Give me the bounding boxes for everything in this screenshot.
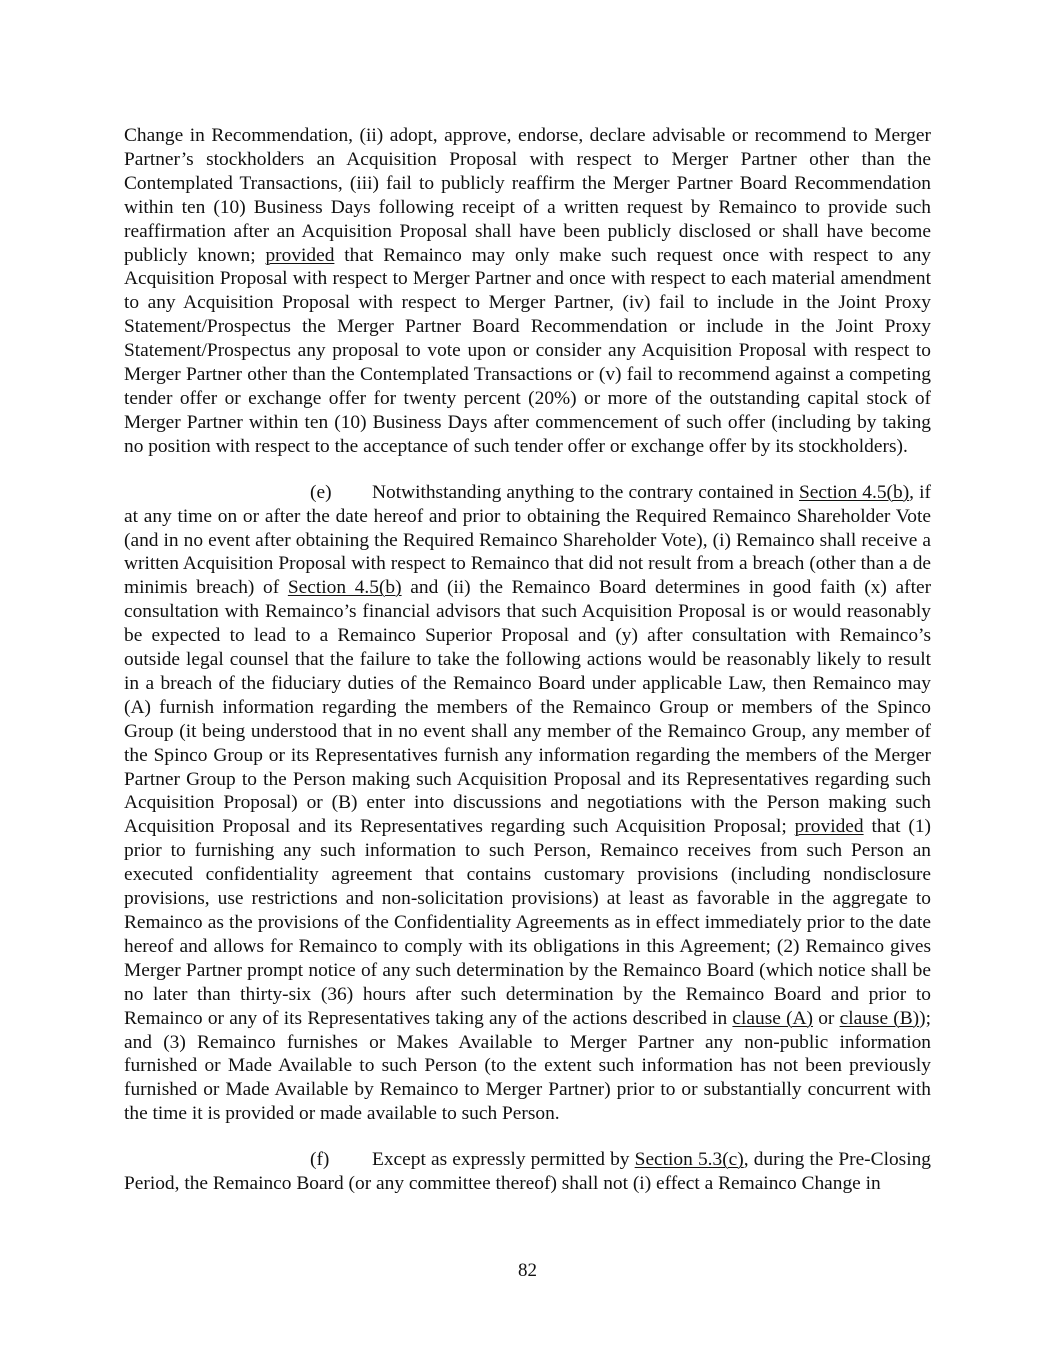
text-run: Notwithstanding anything to the contrary contained in: [372, 481, 799, 503]
clause-reference: clause (B): [839, 1007, 920, 1029]
text-run: Except as expressly permitted by: [372, 1149, 635, 1171]
text-run: that (1) prior to furnishing any such information to such Person, Remainco receives from such Person an executed confidentiality agreement that contains customary provisions (including nondisclosure provisions, use restrictions and non-solicitation provisions) at least as favorable in the aggregate to Remainco as the provisions of the Confidentiality Agreements as in effect immediately prior to the date hereof and allows for Remainco to comply with its obligations in this Agreement; (2) Remainco gives Merger Partner prompt notice of any such determination by the Remainco Board (which notice shall be no later than thirty-six (36) hours after such determination by the Remainco Board and prior to Remainco or any of its Representatives taking any of the actions described in: [124, 816, 931, 1029]
provided-underlined: provided: [265, 244, 335, 266]
text-run: ); and (3) Remainco furnishes or Makes Available to Merger Partner any non-public information furnished or Made Available to such Person (to the extent such information has not been previously furnished or Made Available by Remainco to Merger Partner) prior to or substantially concurrent with the time it is provided or made available to such Person.: [124, 1007, 931, 1125]
section-reference-link: Section 4.5(b): [287, 577, 402, 599]
text-run: , if at any time on or after the date hereof and prior to obtaining the Required Remainco Shareholder Vote (and in no event after obtaining the Required Remainco Shareholder Vote), (i) Remainco shall receive a written Acquisition Proposal with respect to Remainco that did not result from a breach (other than a de minimis breach) of: [124, 481, 932, 599]
paragraph-f: [124, 1148, 931, 1196]
text-run: , during the Pre-Closing Period, the Remainco Board (or any committee thereof) shall not (i) effect a Remainco Change in: [124, 1149, 931, 1195]
document-page: [124, 124, 931, 1196]
text-run: that Remainco may only make such request once with respect to any Acquisition Proposal with respect to Merger Partner and once with respect to each material amendment to any Acquisition Proposal with respect to Merger Partner, (iv) fail to include in the Joint Proxy Statement/Prospectus the Merger Partner Board Recommendation or include in the Joint Proxy Statement/Prospectus any proposal to vote upon or consider any Acquisition Proposal with respect to Merger Partner other than the Contemplated Transactions or (v) fail to recommend against a competing tender offer or exchange offer for twenty percent (20%) or more of the outstanding capital stock of Merger Partner within ten (10) Business Days after commencement of such offer (including by taking no position with respect to the acceptance of such tender offer or exchange offer by its stockholders).: [124, 244, 931, 457]
clause-label-e: (e): [310, 481, 332, 503]
text-run: Change in Recommendation, (ii) adopt, approve, endorse, declare advisable or recommend to Merger Partner’s stockholders an Acquisition Proposal with respect to Merger Partner other than the Contemplated Transactions, (iii) fail to publicly reaffirm the Merger Partner Board Recommendation within ten (10) Business Days following receipt of a written request by Remainco to provide such reaffirmation after an Acquisition Proposal shall have been publicly disclosed or shall have become publicly known;: [124, 125, 931, 266]
page-number: 82: [518, 1260, 537, 1281]
paragraph-continuation: [124, 124, 931, 459]
text-run: and (ii) the Remainco Board determines in good faith (x) after consultation with Remainco’s financial advisors that such Acquisition Proposal is or would reasonably be expected to lead to a Remainco Superior Proposal and (y) after consultation with Remainco’s outside legal counsel that the failure to take the following actions would be reasonably likely to result in a breach of the fiduciary duties of the Remainco Board under applicable Law, then Remainco may (A) furnish information regarding the members of the Remainco Group or members of the Spinco Group (it being understood that in no event shall any member of the Remainco Group, any member of the Spinco Group or its Representatives furnish any information regarding the members of the Merger Partner Group to the Person making such Acquisition Proposal and its Representatives regarding such Acquisition Proposal) or (B) enter into discussions and negotiations with the Person making such Acquisition Proposal and its Representatives regarding such Acquisition Proposal;: [124, 577, 932, 838]
text-run: or: [813, 1007, 840, 1029]
section-reference-link: Section 5.3(c): [634, 1149, 744, 1171]
section-reference-link: Section 4.5(b): [799, 481, 910, 503]
provided-underlined: provided: [794, 816, 864, 838]
clause-label-f: (f): [310, 1149, 330, 1171]
paragraph-e: [124, 481, 931, 1126]
clause-reference: clause (A): [732, 1007, 814, 1029]
